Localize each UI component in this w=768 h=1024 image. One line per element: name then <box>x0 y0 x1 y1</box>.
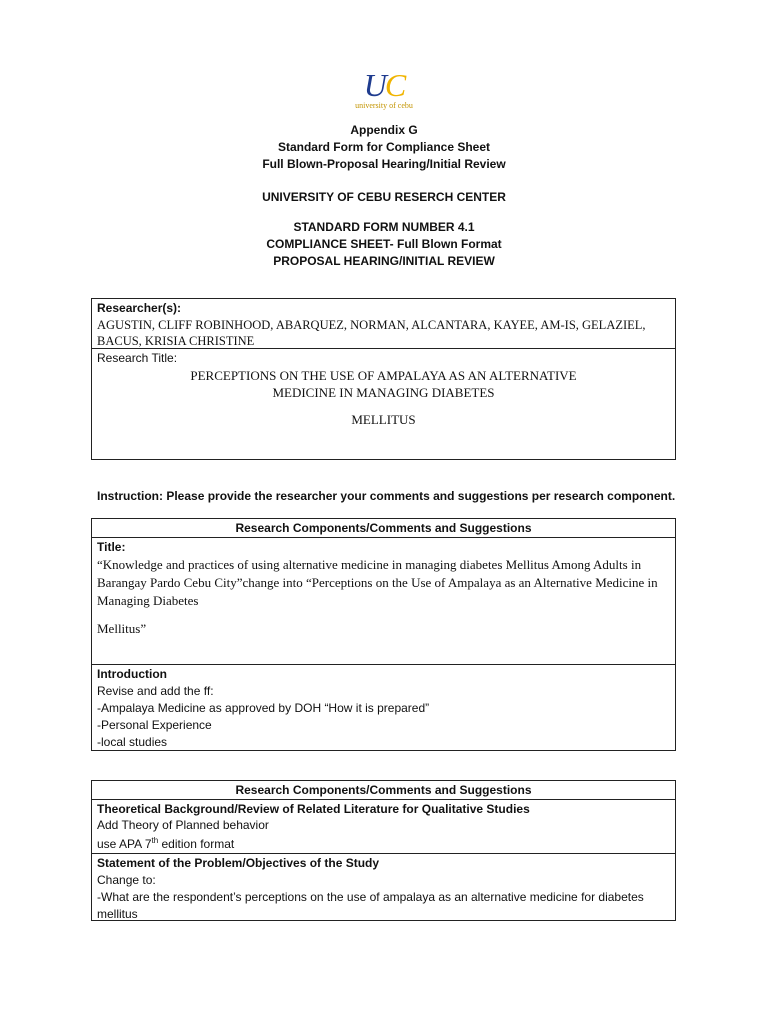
research-center-name: UNIVERSITY OF CEBU RESERCH CENTER <box>262 190 506 204</box>
problem-statement-cell <box>92 854 675 921</box>
instruction-text: Instruction: Please provide the researcher your comments and suggestions per research component. <box>97 489 676 503</box>
introduction-label: Introduction <box>97 667 167 681</box>
apa-format-line: use APA 7th edition format <box>97 836 235 851</box>
components-table-1 <box>91 518 676 751</box>
introduction-line: Revise and add the ff: <box>97 684 214 698</box>
title-comment-text-cont: Mellitus” <box>97 621 147 636</box>
components-table-2 <box>91 780 676 921</box>
problem-statement-line: Change to: <box>97 873 156 887</box>
logo-subtitle: university of cebu <box>355 101 413 110</box>
introduction-line: -local studies <box>97 735 168 749</box>
table-header: Research Components/Comments and Suggestions <box>92 781 675 800</box>
theory-line: Add Theory of Planned behavior <box>97 818 269 832</box>
table-header: Research Components/Comments and Suggestions <box>92 519 675 538</box>
form-title-line: Standard Form for Compliance Sheet <box>277 140 491 154</box>
title-comment-label: Title: <box>97 540 126 554</box>
research-title-value: PERCEPTIONS ON THE USE OF AMPALAYA AS AN ALTERNATIVE MEDICINE IN MANAGING DIABETES <box>190 368 577 400</box>
research-title-label: Research Title: <box>97 351 178 365</box>
introduction-cell <box>92 665 675 752</box>
form-number-line: STANDARD FORM NUMBER 4.1 <box>293 220 475 234</box>
theory-label: Theoretical Background/Review of Related Literature for Qualitative Studies <box>97 802 530 816</box>
problem-statement-line: -What are the respondent’s perceptions on the use of ampalaya as an alternative medicine for diabetes mellitus <box>97 890 644 921</box>
logo-mark: UC <box>363 67 405 103</box>
theory-cell <box>92 800 675 854</box>
title-comment-text: “Knowledge and practices of using alternative medicine in managing diabetes Mellitus Among Adults in Barangay Pardo Cebu City”change into “Perceptions on the Use of Ampalaya as an Alternative Medicine in Managing Diabetes <box>97 557 658 608</box>
researchers-cell <box>92 299 675 349</box>
researchers-value: AGUSTIN, CLIFF ROBINHOOD, ABARQUEZ, NORMAN, ALCANTARA, KAYEE, AM-IS, GELAZIEL, BACUS, KRISIA CHRISTINE <box>97 318 646 348</box>
review-line: Full Blown-Proposal Hearing/Initial Review <box>262 157 506 171</box>
research-info-table <box>91 298 676 460</box>
research-title-cell <box>92 349 675 460</box>
compliance-line: COMPLIANCE SHEET- Full Blown Format <box>266 237 502 251</box>
introduction-line: -Ampalaya Medicine as approved by DOH “How it is prepared” <box>97 701 430 715</box>
problem-statement-label: Statement of the Problem/Objectives of the Study <box>97 856 380 870</box>
research-title-value-cont: MELLITUS <box>351 412 416 427</box>
university-logo <box>346 67 422 112</box>
introduction-line: -Personal Experience <box>97 718 212 732</box>
form-number-header <box>0 219 768 270</box>
appendix-header <box>0 122 768 173</box>
proposal-line: PROPOSAL HEARING/INITIAL REVIEW <box>273 254 495 268</box>
title-comment-cell <box>92 538 675 665</box>
appendix-line: Appendix G <box>350 123 418 137</box>
researchers-label: Researcher(s): <box>97 301 182 315</box>
